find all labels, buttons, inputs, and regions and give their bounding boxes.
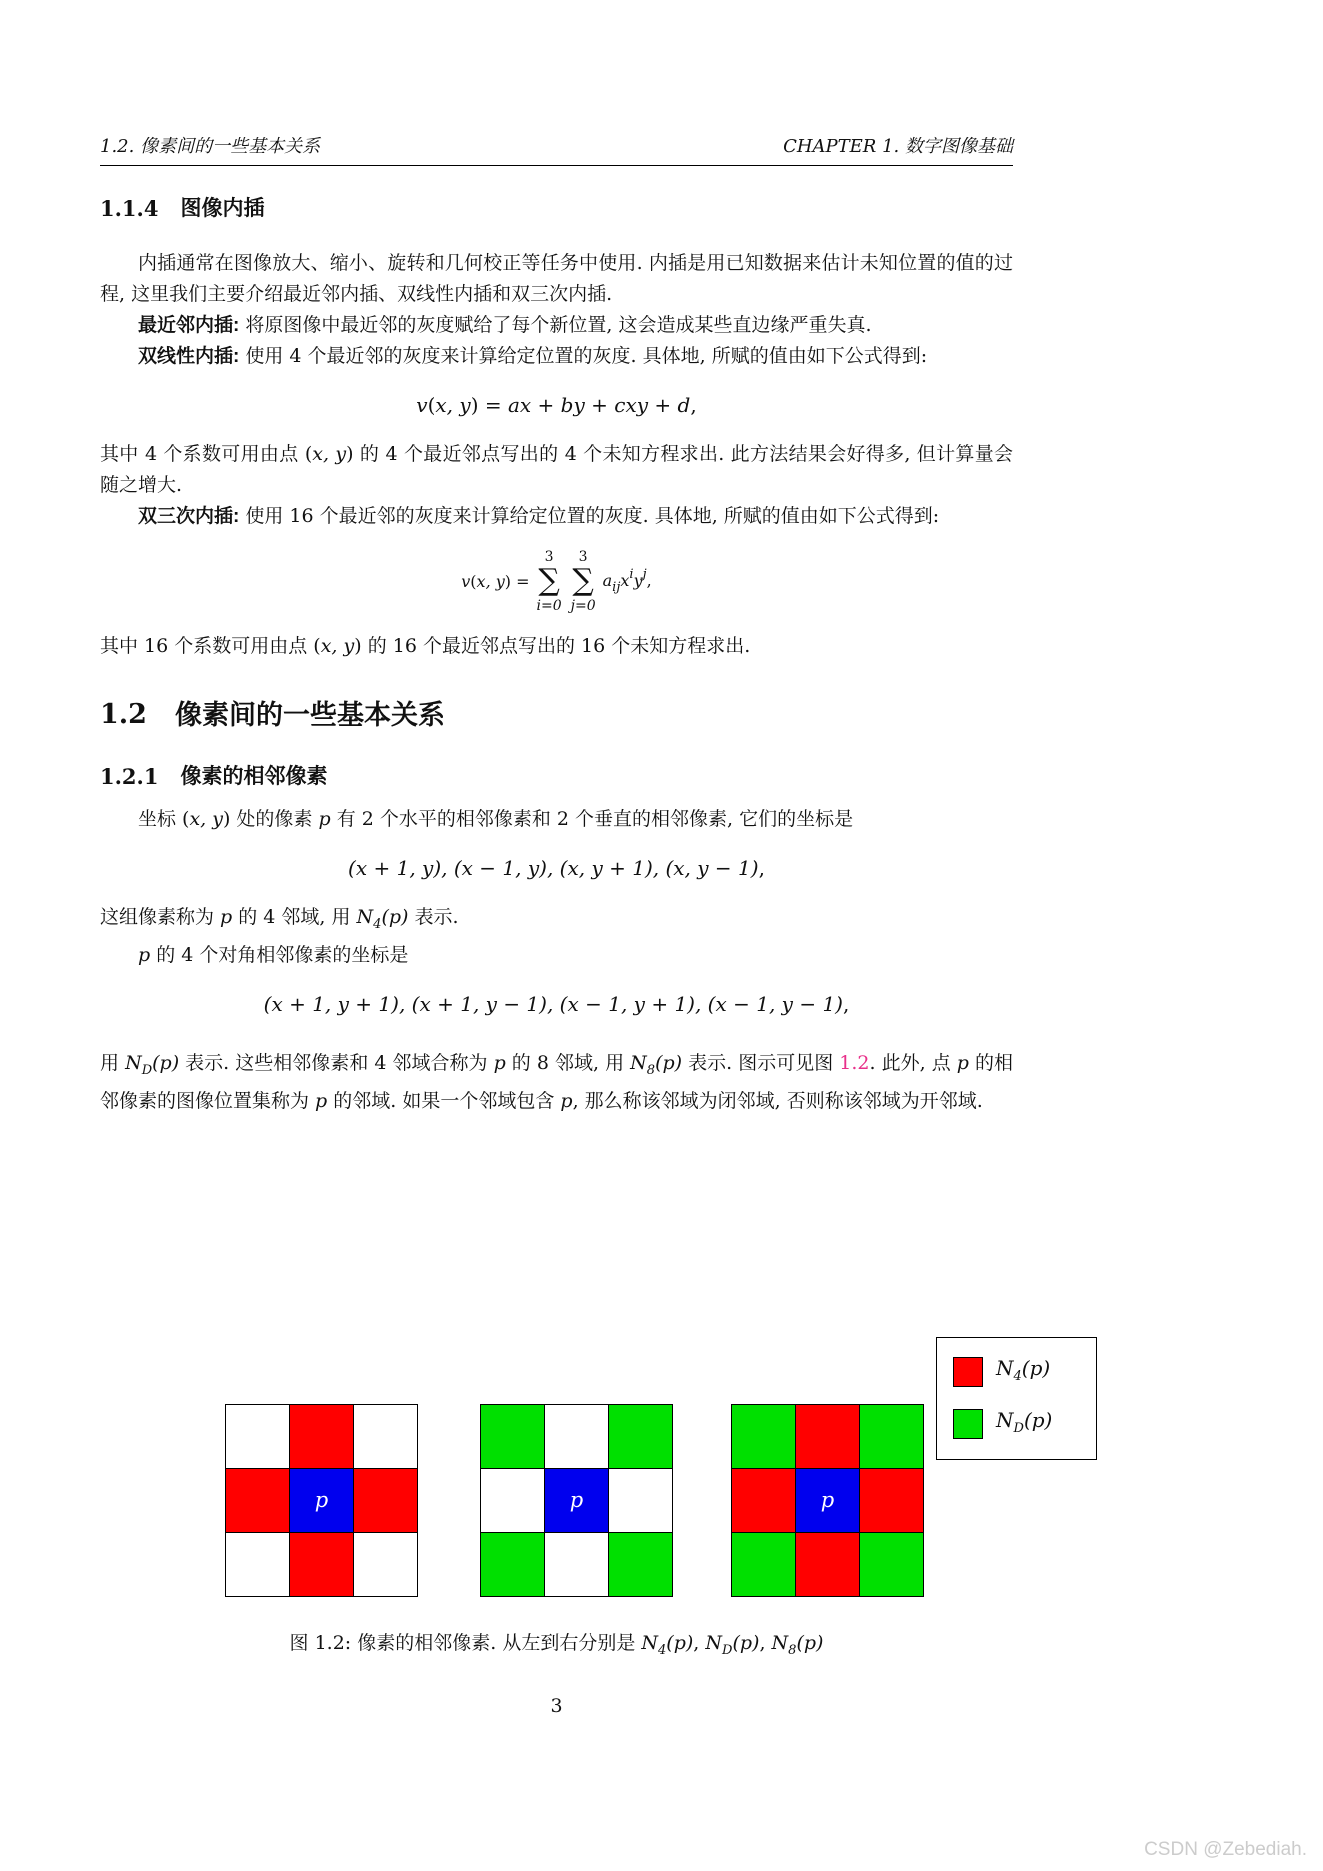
formula-nd-coordinates: [100, 989, 1013, 1020]
header-chapter-title: [783, 136, 1013, 158]
legend-label: [996, 1405, 1052, 1444]
text-segment: a: [602, 571, 613, 591]
text-segment: 其中 16 个系数可用由点 (: [100, 634, 321, 657]
text-segment: 8: [646, 1062, 656, 1078]
text-segment: N: [125, 1051, 142, 1074]
text-segment: 图 1.2: 像素的相邻像素. 从左到右分别是: [289, 1631, 642, 1654]
page-content: [100, 136, 1053, 1717]
sigma-icon: ∑: [538, 563, 560, 598]
text-segment: p: [956, 1051, 969, 1074]
text-segment: +: [648, 393, 678, 417]
text-segment: (p): [666, 1631, 694, 1654]
neighbor-pixel-cell: [226, 1533, 289, 1596]
text-segment: cxy: [614, 393, 649, 417]
sum-operator-j: [571, 550, 596, 613]
text-segment: 4: [1013, 1368, 1022, 1384]
text-segment: y: [633, 571, 643, 591]
legend-swatch-red: [953, 1357, 983, 1387]
text-segment: j: [642, 567, 647, 583]
text-segment: ,: [842, 991, 850, 1016]
text-segment: 这组像素称为: [100, 905, 221, 928]
text-segment: ,: [759, 1631, 772, 1654]
neighbor-pixel-cell: [354, 1469, 417, 1532]
paragraph-diagonal: [100, 940, 1013, 971]
text-segment: CHAPTER 1.: [783, 136, 900, 157]
neighbor-pixel-cell: [609, 1533, 672, 1596]
subsection-heading-1-1-4: [100, 196, 1013, 222]
paragraph-nearest-neighbor: [100, 310, 1013, 341]
text-segment: N: [771, 1631, 789, 1654]
text-segment: ) =: [504, 571, 530, 591]
neighbor-pixel-cell: [481, 1469, 544, 1532]
sum-lower-limit: j=0: [570, 597, 596, 614]
formula-bicubic: [100, 550, 1013, 613]
paragraph-bicubic: [100, 501, 1013, 532]
text-segment: p: [493, 1051, 506, 1074]
text-segment: (p): [655, 1051, 683, 1074]
neighbor-pixel-cell: [860, 1405, 923, 1468]
text-segment: 的 4 个对角相邻像素的坐标是: [150, 943, 409, 966]
neighbor-pixel-cell: [732, 1405, 795, 1468]
text-segment: p: [138, 943, 151, 966]
text-segment: 最近邻内插:: [138, 315, 240, 336]
text-segment: x, y: [476, 571, 505, 591]
text-segment: d: [677, 393, 691, 417]
text-segment: D: [722, 1642, 733, 1658]
subsection-heading-1-2-1: [100, 764, 1013, 790]
sum-upper-limit: 3: [578, 549, 588, 565]
center-pixel-cell: p: [796, 1469, 859, 1532]
text-segment: 8: [788, 1642, 797, 1658]
neighbor-pixel-cell: [290, 1405, 353, 1468]
text-segment: 表示. 这些相邻像素和 4 邻域合称为: [179, 1051, 494, 1074]
text-segment: 数字图像基础: [899, 136, 1013, 157]
text-segment: (: [427, 393, 436, 417]
neighbor-pixel-cell: [609, 1469, 672, 1532]
text-segment: 有 2 个水平的相邻像素和 2 个垂直的相邻像素, 它们的坐标是: [330, 807, 854, 830]
center-pixel-cell: p: [290, 1469, 353, 1532]
figure-1-2: [100, 1337, 1053, 1599]
text-segment: x, y: [189, 807, 223, 830]
text-segment: D: [1013, 1420, 1024, 1436]
text-segment: (p): [732, 1631, 760, 1654]
text-segment: 使用 4 个最近邻的灰度来计算给定位置的灰度. 具体地, 所赋的值由如下公式得到:: [239, 345, 928, 367]
heading-number: 1.1.4: [100, 196, 159, 221]
paragraph-nd-n8: [100, 1048, 1013, 1117]
neighbor-pixel-cell: [226, 1469, 289, 1532]
text-segment: , 那么称该邻域为闭邻域, 否则称该邻域为开邻域.: [572, 1089, 983, 1112]
text-segment: ,: [693, 1631, 706, 1654]
neighbor-pixel-cell: [481, 1533, 544, 1596]
text-segment: x, y: [312, 443, 347, 465]
text-segment: x, y: [435, 393, 471, 417]
neighbor-pixel-cell: [796, 1405, 859, 1468]
text-segment: ,: [690, 393, 697, 417]
text-segment: N: [356, 905, 374, 928]
text-segment: 双线性内插:: [138, 346, 240, 367]
grid-n8: [731, 1404, 924, 1597]
formula-n4-coordinates: [100, 853, 1013, 884]
neighbor-pixel-cell: [226, 1405, 289, 1468]
text-segment: ) 的 4 个最近邻点写出的 4 个未知方程求出. 此方法结果会好得多, 但计算量会随之增大.: [100, 443, 1014, 496]
text-segment: ) 处的像素: [222, 807, 319, 830]
heading-title: 像素间的一些基本关系: [174, 699, 445, 730]
text-segment: 4: [373, 916, 382, 932]
sum-operator-i: [537, 550, 562, 613]
heading-number: 1.2: [100, 698, 147, 730]
text-segment: i: [629, 567, 634, 583]
legend-label: [996, 1353, 1050, 1392]
text-segment: 用: [100, 1051, 126, 1074]
figure-legend: [936, 1337, 1097, 1460]
section-heading-1-2: [100, 698, 1013, 732]
text-segment: 表示. 图示可见图: [682, 1051, 840, 1074]
text-segment: x, y: [320, 634, 355, 657]
text-segment: p: [318, 807, 331, 830]
text-segment: . 此外, 点: [869, 1051, 957, 1074]
text-segment: 表示.: [408, 905, 459, 928]
text-segment: by: [560, 393, 585, 417]
text-segment: 双三次内插:: [138, 506, 240, 527]
text-segment: N: [996, 1407, 1014, 1432]
heading-title: 像素的相邻像素: [180, 764, 328, 788]
neighbor-pixel-cell: [354, 1405, 417, 1468]
center-pixel-cell: p: [545, 1469, 608, 1532]
text-segment: D: [141, 1062, 153, 1078]
paragraph-coefficients-4: [100, 439, 1013, 501]
paragraph-interpolation-intro: [100, 248, 1013, 310]
sigma-icon: ∑: [572, 563, 594, 598]
formula-lhs: [461, 572, 529, 591]
neighbor-pixel-cell: [609, 1405, 672, 1468]
text-segment: ,: [758, 855, 765, 880]
text-segment: (x + 1, y + 1), (x + 1, y − 1), (x − 1, y + 1), (x − 1, y − 1): [263, 991, 843, 1016]
text-segment: N: [996, 1355, 1014, 1380]
grid-nd: [480, 1404, 673, 1597]
text-segment: +: [531, 393, 561, 417]
text-segment: +: [584, 393, 615, 417]
text-segment: x: [620, 571, 630, 591]
figure-ref-link[interactable]: 1.2: [839, 1051, 870, 1074]
text-segment: v: [416, 393, 428, 417]
text-segment: v: [461, 571, 471, 591]
text-segment: ) 的 16 个最近邻点写出的 16 个未知方程求出.: [354, 634, 751, 657]
text-segment: 的 4 邻域, 用: [232, 905, 357, 928]
text-segment: 的相邻像素的图像位置集称为: [100, 1051, 1013, 1112]
text-segment: ax: [507, 393, 532, 417]
text-segment: 的 8 邻域, 用: [505, 1051, 631, 1074]
text-segment: ,: [646, 571, 652, 591]
neighbor-pixel-cell: [290, 1533, 353, 1596]
sum-lower-limit: i=0: [536, 597, 562, 614]
sum-upper-limit: 3: [544, 549, 554, 565]
watermark: CSDN @Zebediah.: [1144, 1839, 1307, 1860]
text-segment: 4: [658, 1642, 667, 1658]
neighbor-pixel-cell: [732, 1533, 795, 1596]
text-segment: 的邻域. 如果一个邻域包含: [327, 1089, 561, 1112]
paragraph-n4: [100, 902, 1013, 940]
text-segment: (p): [796, 1631, 824, 1654]
text-segment: (: [470, 571, 477, 591]
text-segment: N: [630, 1051, 647, 1074]
formula-bilinear: [100, 390, 1013, 421]
text-segment: ) =: [470, 393, 508, 417]
neighbor-pixel-cell: [860, 1469, 923, 1532]
text-segment: (x + 1, y), (x − 1, y), (x, y + 1), (x, y − 1): [348, 855, 759, 880]
neighbor-pixel-cell: [354, 1533, 417, 1596]
text-segment: p: [220, 905, 233, 928]
legend-item-n4: [953, 1353, 1080, 1392]
neighbor-pixel-cell: [481, 1405, 544, 1468]
legend-swatch-green: [953, 1409, 983, 1439]
text-segment: N: [705, 1631, 722, 1654]
text-segment: ij: [612, 580, 621, 596]
formula-rhs: [603, 567, 652, 595]
text-segment: (p): [1021, 1355, 1051, 1380]
figure-caption: [100, 1629, 1013, 1665]
running-header: [100, 136, 1013, 166]
neighbor-pixel-cell: [545, 1405, 608, 1468]
neighbor-pixel-cell: [860, 1533, 923, 1596]
paragraph-bilinear: [100, 341, 1013, 372]
grid-n4: [225, 1404, 418, 1597]
paragraph-neighbors: [100, 804, 1013, 835]
neighbor-pixel-cell: [545, 1533, 608, 1596]
legend-item-nd: [953, 1405, 1080, 1444]
heading-title: 图像内插: [180, 197, 265, 220]
text-segment: p: [560, 1089, 573, 1112]
neighbor-pixel-cell: [732, 1469, 795, 1532]
text-segment: 其中 4 个系数可用由点 (: [100, 443, 313, 465]
text-segment: 将原图像中最近邻的灰度赋给了每个新位置, 这会造成某些直边缘严重失真.: [239, 314, 872, 336]
page-number: 3: [550, 1694, 563, 1717]
heading-number: 1.2.1: [100, 763, 159, 789]
paragraph-coefficients-16: [100, 631, 1013, 662]
text-segment: 坐标 (: [138, 807, 190, 830]
text-segment: (p): [1023, 1407, 1053, 1432]
text-segment: p: [315, 1089, 328, 1112]
text-segment: N: [641, 1631, 658, 1654]
header-section-title: 1.2. 像素间的一些基本关系: [100, 136, 321, 157]
text-segment: 内插通常在图像放大、缩小、旋转和几何校正等任务中使用. 内插是用已知数据来估计未知位置的值的过程, 这里我们主要介绍最近邻内插、双线性内插和双三次内插.: [100, 252, 1013, 305]
text-segment: 使用 16 个最近邻的灰度来计算给定位置的灰度. 具体地, 所赋的值由如下公式得到:: [239, 505, 940, 527]
neighbor-pixel-cell: [796, 1533, 859, 1596]
text-segment: (p): [381, 905, 409, 928]
text-segment: (p): [152, 1051, 180, 1074]
